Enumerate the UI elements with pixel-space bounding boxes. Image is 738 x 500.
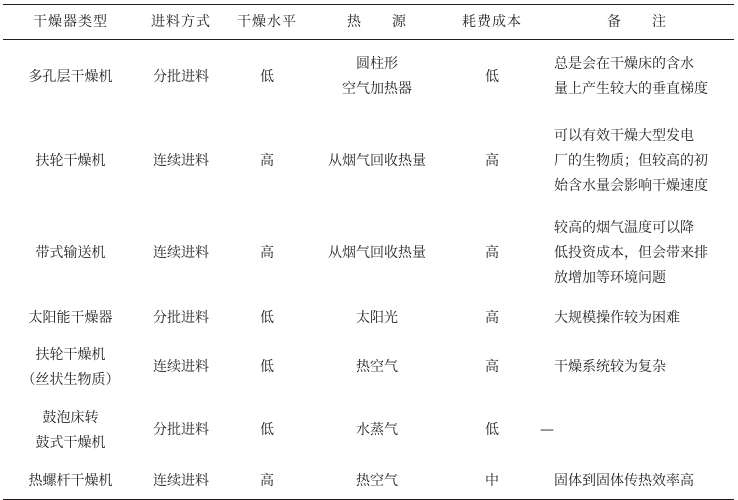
cell-text: 水蒸气 [356, 422, 398, 438]
cell-text: 带式输送机 [35, 245, 106, 261]
cell-text: 热螺杆干燥机 [28, 472, 113, 489]
cell-text: 大规模操作较为困难 [554, 310, 680, 326]
cell-heat-source [310, 464, 444, 500]
cell-text: 放增加等环境问题 [554, 270, 666, 286]
header-remarks: 备 注 [540, 5, 734, 40]
cell-remarks [540, 40, 734, 115]
cell-feed-method: 连续进料 [153, 245, 209, 261]
cell-text: 固体到固体传热效率高 [554, 472, 694, 489]
cell-text: （丝状生物质） [21, 371, 120, 388]
cell-drying-level: 低 [260, 359, 274, 375]
cell-text: 扶轮干燥机 [35, 152, 106, 169]
cell-dryer-type [3, 300, 138, 338]
table-row [3, 115, 734, 208]
cell-heat-source [310, 398, 444, 464]
cell-text: 低投资成本，但会带来排 [554, 245, 708, 261]
cell-text: — [540, 422, 554, 438]
cell-text: 干燥系统较为复杂 [554, 359, 666, 375]
cell-remarks [540, 115, 734, 208]
cell-drying-level: 低 [260, 422, 274, 438]
cell-dryer-type [3, 464, 138, 500]
header-feed-method: 进料方式 [138, 5, 224, 40]
cell-text: 圆柱形 [356, 56, 398, 73]
cell-drying-level: 高 [260, 245, 274, 261]
table-header-row [3, 5, 734, 40]
cell-cost: 高 [485, 359, 499, 375]
cell-drying-level: 高 [224, 464, 310, 500]
cell-cost: 低 [485, 422, 499, 438]
cell-text: 鼓泡床转 [42, 409, 99, 426]
cell-text: 从烟气回收热量 [328, 152, 426, 169]
cell-text: 热空气 [356, 472, 398, 489]
cell-text: 总是会在干燥床的含水 [554, 56, 694, 73]
cell-feed-method: 分批进料 [153, 310, 209, 326]
table-row [3, 208, 734, 300]
cell-text: 较高的烟气温度可以降 [554, 220, 694, 236]
cell-text: 太阳能干燥器 [28, 310, 113, 326]
dryer-comparison-table [3, 4, 734, 500]
cell-drying-level: 低 [260, 310, 274, 326]
header-dryer-type: 干燥器类型 [3, 5, 138, 40]
cell-drying-level: 低 [260, 68, 274, 85]
table-row [3, 300, 734, 338]
cell-text: 空气加热器 [342, 81, 412, 98]
cell-dryer-type [3, 115, 138, 208]
cell-heat-source [310, 300, 444, 338]
cell-dryer-type [3, 398, 138, 464]
cell-text: 热空气 [356, 359, 398, 375]
cell-feed-method: 分批进料 [153, 422, 209, 438]
cell-heat-source [310, 208, 444, 300]
cell-feed-method: 分批进料 [153, 68, 209, 85]
cell-drying-level: 高 [260, 152, 274, 169]
cell-text: 可以有效干燥大型发电 [554, 127, 694, 144]
cell-text: 始含水量会影响干燥速度 [554, 177, 708, 194]
cell-remarks [540, 464, 734, 500]
table-row [3, 398, 734, 464]
cell-cost: 中 [444, 464, 540, 500]
cell-dryer-type [3, 40, 138, 115]
cell-dryer-type [3, 338, 138, 398]
cell-text: 多孔层干燥机 [28, 68, 113, 85]
cell-remarks [540, 300, 734, 338]
cell-feed-method: 连续进料 [153, 152, 209, 169]
cell-text: 厂的生物质；但较高的初 [554, 152, 708, 169]
cell-cost: 低 [485, 68, 499, 85]
cell-remarks [540, 208, 734, 300]
cell-text: 量上产生较大的垂直梯度 [554, 81, 708, 98]
header-heat-source: 热 源 [310, 5, 444, 40]
header-cost: 耗费成本 [444, 5, 540, 40]
cell-text: 鼓式干燥机 [35, 434, 106, 451]
cell-cost: 高 [485, 310, 499, 326]
cell-text: 扶轮干燥机 [35, 346, 106, 363]
cell-feed-method: 连续进料 [153, 359, 209, 375]
table-row [3, 338, 734, 398]
cell-remarks [540, 338, 734, 398]
header-drying-level: 干燥水平 [224, 5, 310, 40]
cell-heat-source [310, 338, 444, 398]
table-row [3, 464, 734, 500]
cell-heat-source [310, 40, 444, 115]
cell-cost: 高 [485, 152, 499, 169]
cell-text: 从烟气回收热量 [328, 245, 426, 261]
cell-text: 太阳光 [356, 310, 398, 326]
cell-feed-method: 连续进料 [138, 464, 224, 500]
cell-dryer-type [3, 208, 138, 300]
table-row [3, 40, 734, 115]
cell-remarks [540, 398, 734, 464]
cell-heat-source [310, 115, 444, 208]
cell-cost: 高 [485, 245, 499, 261]
